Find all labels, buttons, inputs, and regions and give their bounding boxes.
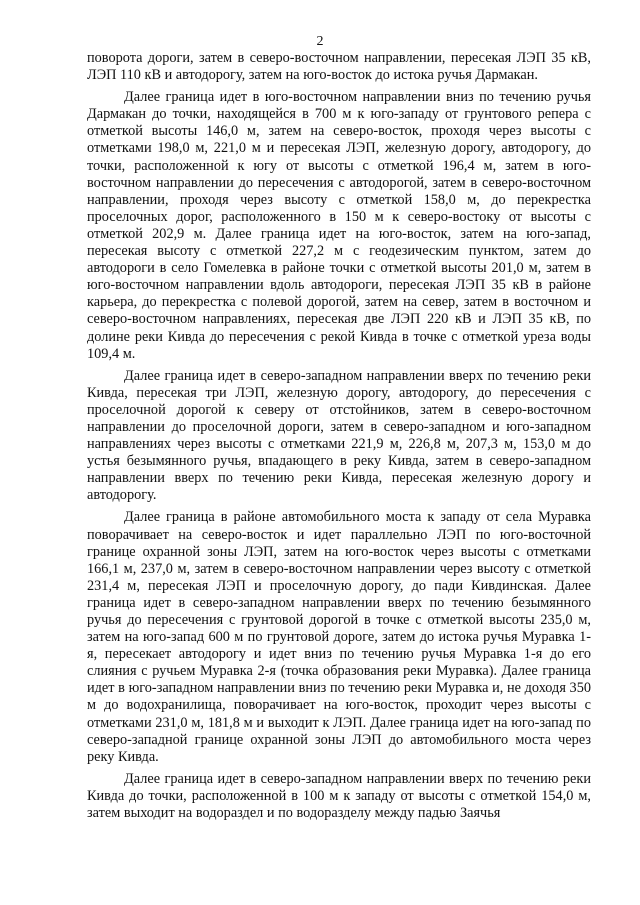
paragraph: Далее граница идет в северо-западном направлении вверх по течению реки Кивда, пересекая три ЛЭП, железную дорогу, автодорогу, до пересечения с проселочной дорогой к северу от отстойников, затем в северо-восточном направлении до проселочной дороги, затем в северо-западном и юго-западном направлениях через высоты с отметками 221,9 м, 226,8 м, 207,3 м, 153,0 м до устья безымянного ручья, впадающего в реку Кивда, затем в северо-западном направлении вверх по течению реки Кивда, пересекая железную дорогу и автодорогу. bbox=[87, 367, 591, 504]
paragraph: Далее граница идет в юго-восточном направлении вниз по течению ручья Дармакан до точки, находящейся в 700 м к юго-западу от грунтового репера с отметкой высоты 146,0 м, затем на северо-восток, проходя через высоты с отметками 198,0 м, 221,0 м и пересекая ЛЭП, железную дорогу, автодорогу, до точки, расположенной к югу от высоты с отметкой 196,4 м, затем в юго-восточном направлении до пересечения с автодорогой, затем в северо-восточном направлении, проходя через высоту с отметкой 158,0 м, до перекрестка проселочных дорог, расположенного в 150 м к северо-востоку от высоты с отметкой 202,9 м. Далее граница идет на юго-восток, затем на юго-запад, пересекая высоту с отметкой 227,2 м с геодезическим пунктом, затем до автодороги в село Гомелевка в районе точки с отметкой высоты 201,0 м, затем в юго-восточном направлении вдоль автодороги, пересекая ЛЭП 35 кВ в районе карьера, до перекрестка с полевой дорогой, затем на север, затем в восточном и северо-восточном направлениях, пересекая две ЛЭП 220 кВ и ЛЭП 35 кВ, по долине реки Кивда до пересечения с рекой Кивда в точке с отметкой уреза воды 109,4 м. bbox=[87, 89, 591, 362]
document-body bbox=[87, 50, 591, 827]
paragraph: Далее граница идет в северо-западном направлении вверх по течению реки Кивда до точки, расположенной в 100 м к западу от высоты с отметкой 154,0 м, затем выходит на водораздел и по водоразделу между падью Заячья bbox=[87, 770, 591, 822]
paragraph-continuation: поворота дороги, затем в северо-восточном направлении, пересекая ЛЭП 35 кВ, ЛЭП 110 кВ и автодорогу, затем на юго-восток до истока ручья Дармакан. bbox=[87, 50, 591, 84]
page-number: 2 bbox=[316, 34, 324, 49]
paragraph: Далее граница в районе автомобильного моста к западу от села Муравка поворачивает на северо-восток и идет параллельно ЛЭП по юго-восточной границе охранной зоны ЛЭП, затем на юго-восток через высоты с отметками 166,1 м, 237,0 м, затем в северо-восточном направлении через высоту с отметкой 231,4 м, пересекая ЛЭП и проселочную дорогу, до пади Кивдинская. Далее граница идет в северо-западном направлении вверх по течению безымянного ручья до пересечения с грунтовой дорогой в точке с отметкой высоты 235,0 м, затем на юго-запад 600 м по грунтовой дороге, затем до истока ручья Муравка 1-я, пересекает автодорогу и идет вниз по течению ручья Муравка 1-я до его слияния с ручьем Муравка 2-я (точка образования реки Муравка). Далее граница идет в юго-западном направлении вниз по течению реки Муравка и, не доходя 350 м до водохранилища, поворачивает на юго-восток, проходит через высоты с отметками 231,0 м, 181,8 м и выходит к ЛЭП. Далее граница идет на юго-запад по северо-западной границе охранной зоны ЛЭП до автомобильного моста через реку Кивда. bbox=[87, 509, 591, 765]
